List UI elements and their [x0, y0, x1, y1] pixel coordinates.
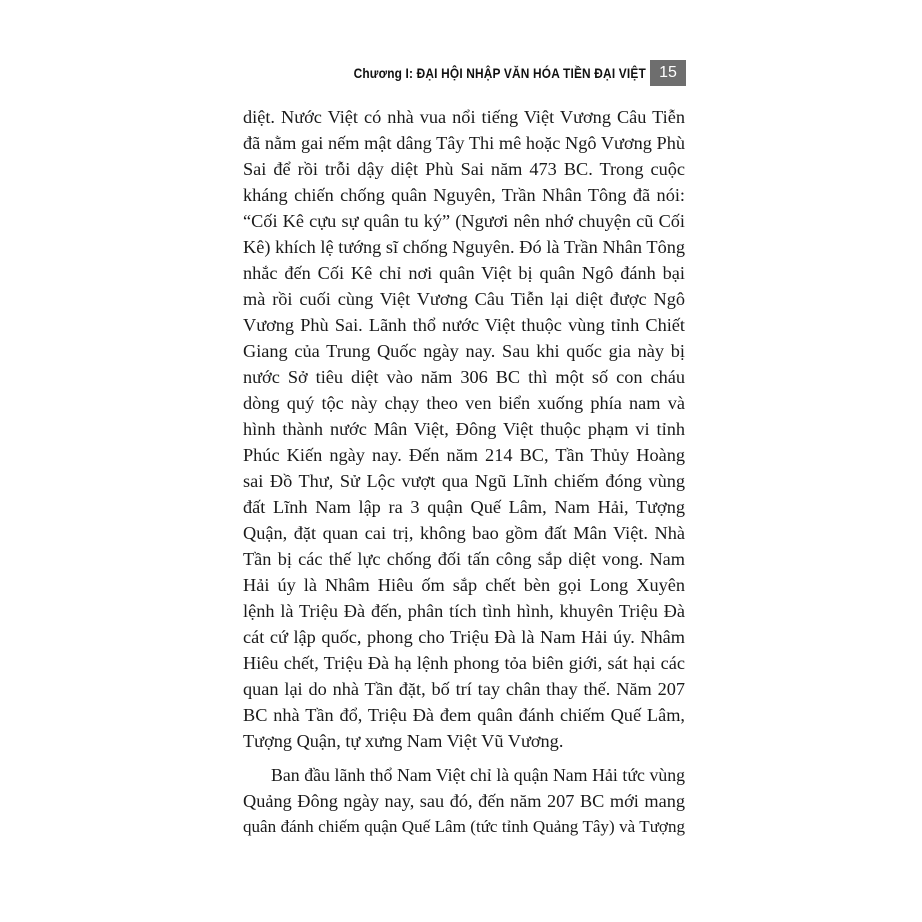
text-line: mà rồi cuối cùng Việt Vương Câu Tiễn lại diệt được Ngô [243, 289, 685, 309]
text-line: diệt. Nước Việt có nhà vua nổi tiếng Việt Vương Câu Tiễn [243, 107, 685, 127]
text-line: Quảng Đông ngày nay, sau đó, đến năm 207 BC mới mang [243, 791, 685, 811]
text-line: dòng quý tộc này chạy theo ven biển xuống phía nam và [243, 393, 685, 413]
running-header [340, 60, 686, 86]
text-line: lệnh là Triệu Đà đến, phân tích tình hình, khuyên Triệu Đà [243, 601, 685, 621]
text-line: “Cối Kê cựu sự quân tu ký” (Ngươi nên nhớ chuyện cũ Cối [243, 211, 685, 231]
text-line: Tần bị các thế lực chống đối tấn công sắp diệt vong. Nam [243, 549, 685, 569]
text-line: hình thành nước Mân Việt, Đông Việt thuộc phạm vi tỉnh [243, 419, 685, 439]
text-line: Sai để rồi trỗi dậy diệt Phù Sai năm 473 BC. Trong cuộc [243, 159, 685, 179]
text-line: Vương Phù Sai. Lãnh thổ nước Việt thuộc vùng tỉnh Chiết [243, 315, 685, 335]
text-line: Hải úy là Nhâm Hiêu ốm sắp chết bèn gọi Long Xuyên [243, 575, 685, 595]
chapter-title: Chương I: ĐẠI HỘI NHẬP VĂN HÓA TIỀN ĐẠI VIỆT [353, 65, 646, 81]
text-line: BC nhà Tần đổ, Triệu Đà đem quân đánh chiếm Quế Lâm, [243, 705, 685, 725]
text-line: cát cứ lập quốc, phong cho Triệu Đà là Nam Hải úy. Nhâm [243, 627, 685, 647]
text-line: Phúc Kiến ngày nay. Đến năm 214 BC, Tần Thủy Hoàng [243, 445, 685, 465]
text-line: Ban đầu lãnh thổ Nam Việt chỉ là quận Nam Hải tức vùng [271, 765, 685, 785]
text-line: Giang của Trung Quốc ngày nay. Sau khi quốc gia này bị [243, 341, 685, 361]
text-line: nước Sở tiêu diệt vào năm 306 BC thì một số con cháu [243, 367, 685, 387]
text-line: sai Đồ Thư, Sử Lộc vượt qua Ngũ Lĩnh chiếm đóng vùng [243, 471, 685, 491]
text-line: Tượng Quận, tự xưng Nam Việt Vũ Vương. [243, 731, 564, 751]
text-line: quân đánh chiếm quận Quế Lâm (tức tỉnh Quảng Tây) và Tượng [243, 817, 685, 836]
text-line: Hiêu chết, Triệu Đà hạ lệnh phong tỏa biên giới, sát hại các [243, 653, 685, 673]
paragraph-2 [243, 762, 685, 840]
text-line: quan lại do nhà Tần đặt, bố trí tay chân thay thế. Năm 207 [243, 679, 685, 699]
text-line: kháng chiến chống quân Nguyên, Trần Nhân Tông đã nói: [243, 185, 685, 205]
text-line: Quận, đặt quan cai trị, không bao gồm đất Mân Việt. Nhà [243, 523, 685, 543]
text-line: Kê) khích lệ tướng sĩ chống Nguyên. Đó là Trần Nhân Tông [243, 237, 685, 257]
text-line: đất Lĩnh Nam lập ra 3 quận Quế Lâm, Nam Hải, Tượng [243, 497, 685, 517]
page-number: 15 [650, 60, 686, 86]
page-body [243, 104, 685, 840]
text-line: nhắc đến Cối Kê chỉ nơi quân Việt bị quân Ngô đánh bại [243, 263, 685, 283]
paragraph-1 [243, 104, 685, 754]
text-line: đã nằm gai nếm mật dâng Tây Thi mê hoặc Ngô Vương Phù [243, 133, 685, 153]
